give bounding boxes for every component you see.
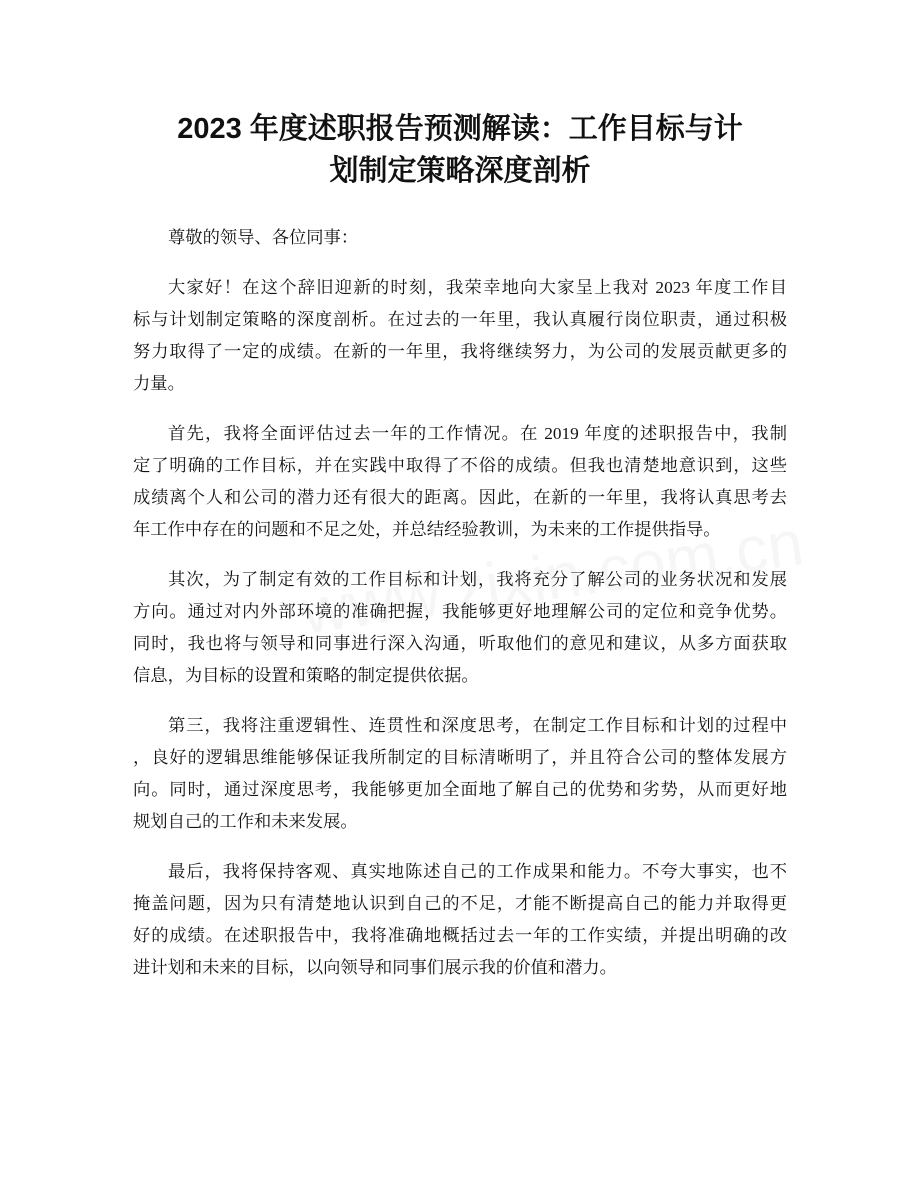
text-line: 力量。	[133, 374, 185, 393]
text-line: 好的成绩。在述职报告中，我将准确地概括过去一年的工作实绩，并提出明确的改	[133, 926, 787, 945]
paragraph	[133, 272, 787, 400]
text-line: 标与计划制定策略的深度剖析。在过去的一年里，我认真履行岗位职责，通过积极	[133, 310, 787, 329]
document-title	[0, 108, 920, 192]
paragraph	[133, 564, 787, 692]
text-line: 进计划和未来的目标，以向领导和同事们展示我的价值和潜力。	[133, 958, 617, 977]
title-line: 2023 年度述职报告预测解读：工作目标与计	[177, 113, 743, 145]
text-line: 成绩离个人和公司的潜力还有很大的距离。因此，在新的一年里，我将认真思考去	[133, 488, 787, 507]
text-line: 第三，我将注重逻辑性、连贯性和深度思考，在制定工作目标和计划的过程中	[168, 716, 787, 735]
paragraph	[133, 856, 787, 984]
text-line: ，良好的逻辑思维能够保证我所制定的目标清晰明了，并且符合公司的整体发展方	[133, 748, 787, 767]
text-line: 定了明确的工作目标，并在实践中取得了不俗的成绩。但我也清楚地意识到，这些	[133, 456, 787, 475]
text-line: 方向。通过对内外部环境的准确把握，我能够更好地理解公司的定位和竞争优势。	[133, 602, 787, 621]
text-line: 信息，为目标的设置和策略的制定提供依据。	[133, 666, 479, 685]
text-line: 掩盖问题，因为只有清楚地认识到自己的不足，才能不断提高自己的能力并取得更	[133, 894, 787, 913]
text-line: 最后，我将保持客观、真实地陈述自己的工作成果和能力。不夸大事实，也不	[168, 862, 787, 881]
paragraph	[133, 418, 787, 546]
text-line: 首先，我将全面评估过去一年的工作情况。在 2019 年度的述职报告中，我制	[168, 424, 787, 443]
paragraph	[133, 710, 787, 838]
text-line: 努力取得了一定的成绩。在新的一年里，我将继续努力，为公司的发展贡献更多的	[133, 342, 787, 361]
text-line: 大家好！在这个辞旧迎新的时刻，我荣幸地向大家呈上我对 2023 年度工作目	[168, 278, 787, 297]
text-line: 其次，为了制定有效的工作目标和计划，我将充分了解公司的业务状况和发展	[168, 570, 787, 589]
text-line: 同时，我也将与领导和同事进行深入沟通，听取他们的意见和建议，从多方面获取	[133, 634, 787, 653]
text-line: 向。同时，通过深度思考，我能够更加全面地了解自己的优势和劣势，从而更好地	[133, 780, 787, 799]
text-line: 规划自己的工作和未来发展。	[133, 812, 358, 831]
document-body	[133, 222, 787, 1002]
title-line: 划制定策略深度剖析	[329, 155, 591, 187]
salutation	[133, 222, 787, 254]
text-line: 年工作中存在的问题和不足之处，并总结经验教训，为未来的工作提供指导。	[133, 520, 721, 539]
text-line: 尊敬的领导、各位同事：	[168, 228, 359, 247]
